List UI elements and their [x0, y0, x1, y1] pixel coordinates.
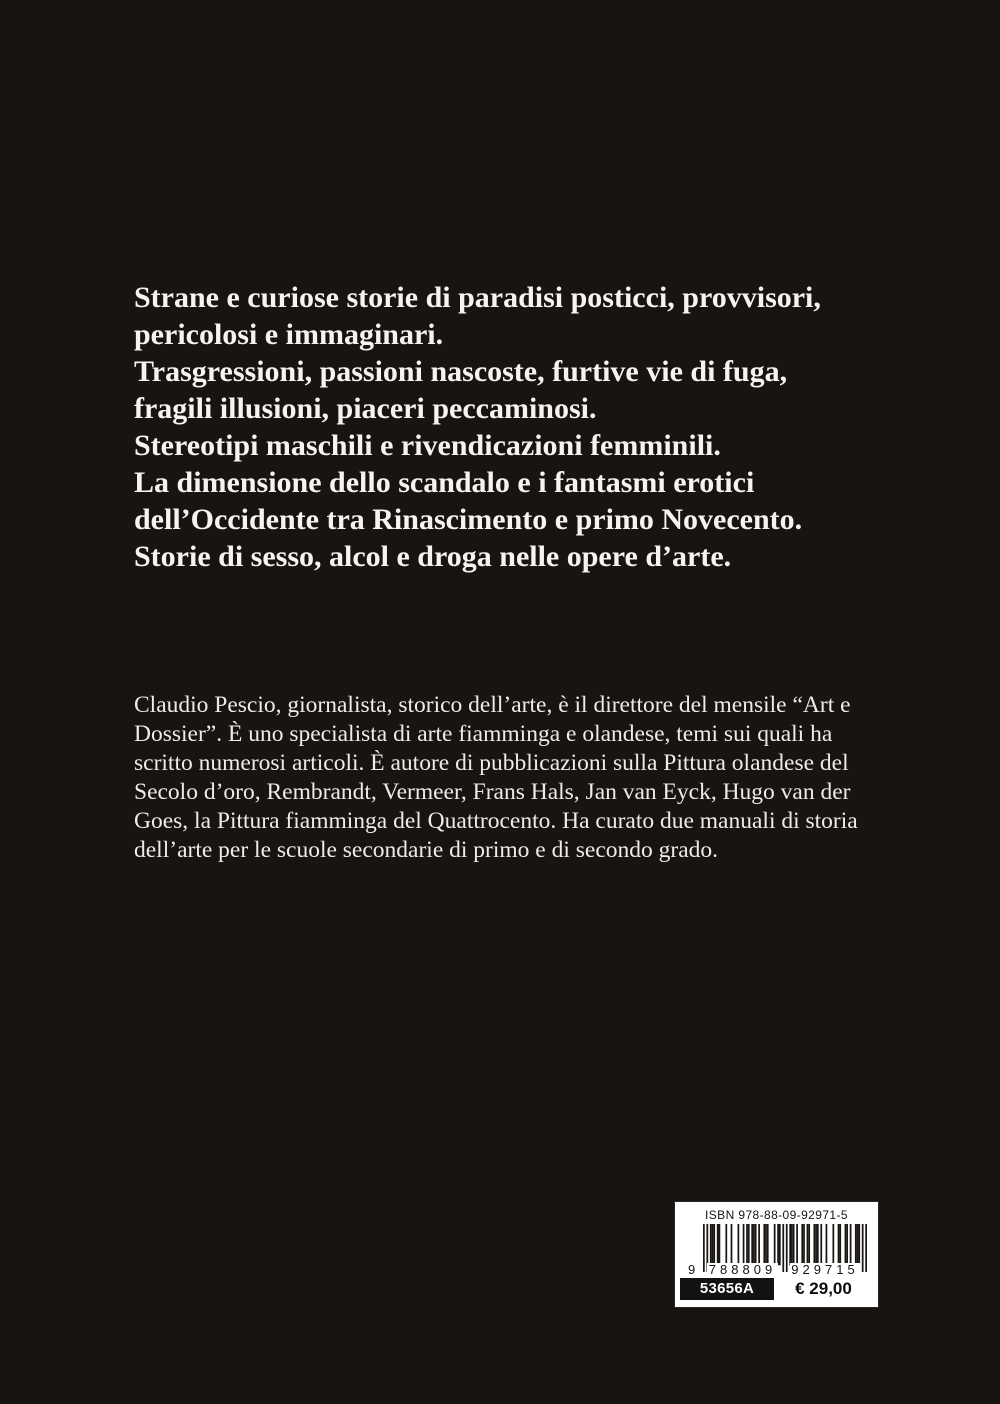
bio-line: dell’arte per le scuole secondarie di primo e di secondo grado. [134, 837, 719, 863]
bio-line: Secolo d’oro, Rembrandt, Vermeer, Frans Hals, Jan van Eyck, Hugo van der [134, 779, 851, 805]
bio-line: scritto numerosi articoli. È autore di pubblicazioni sulla Pittura olandese del [134, 750, 849, 776]
barcode-label [675, 1202, 878, 1307]
blurb-line: La dimensione dello scandalo e i fantasmi erotici [134, 466, 755, 499]
author-bio [134, 691, 867, 865]
blurb-line: Trasgressioni, passioni nascoste, furtive vie di fuga, [134, 355, 788, 388]
isbn-text: ISBN 978-88-09-92971-5 [705, 1208, 848, 1222]
ean-barcode [688, 1224, 867, 1277]
blurb-text [134, 279, 867, 575]
product-code-badge: 53656A [680, 1278, 774, 1300]
blurb-line: Storie di sesso, alcol e droga nelle opere d’arte. [134, 540, 732, 573]
bio-line: Goes, la Pittura fiamminga del Quattrocento. Ha curato due manuali di storia [134, 808, 858, 834]
price-label: € 29,00 [795, 1279, 852, 1298]
blurb-line: pericolosi e immaginari. [134, 318, 444, 351]
barcode-digits-left: 788809 [708, 1262, 777, 1277]
blurb-line: fragili illusioni, piaceri peccaminosi. [134, 392, 597, 425]
barcode-digits-right: 929715 [791, 1262, 859, 1277]
blurb-line: dell’Occidente tra Rinascimento e primo Novecento. [134, 503, 803, 536]
blurb-line: Stereotipi maschili e rivendicazioni femminili. [134, 429, 721, 462]
bio-line: Claudio Pescio, giornalista, storico dell’arte, è il direttore del mensile “Art e [134, 692, 851, 718]
price-row [680, 1278, 873, 1300]
blurb-line: Strane e curiose storie di paradisi posticci, provvisori, [134, 281, 821, 314]
barcode-digit-lead: 9 [688, 1262, 696, 1277]
bio-line: Dossier”. È uno specialista di arte fiamminga e olandese, temi sui quali ha [134, 721, 833, 747]
